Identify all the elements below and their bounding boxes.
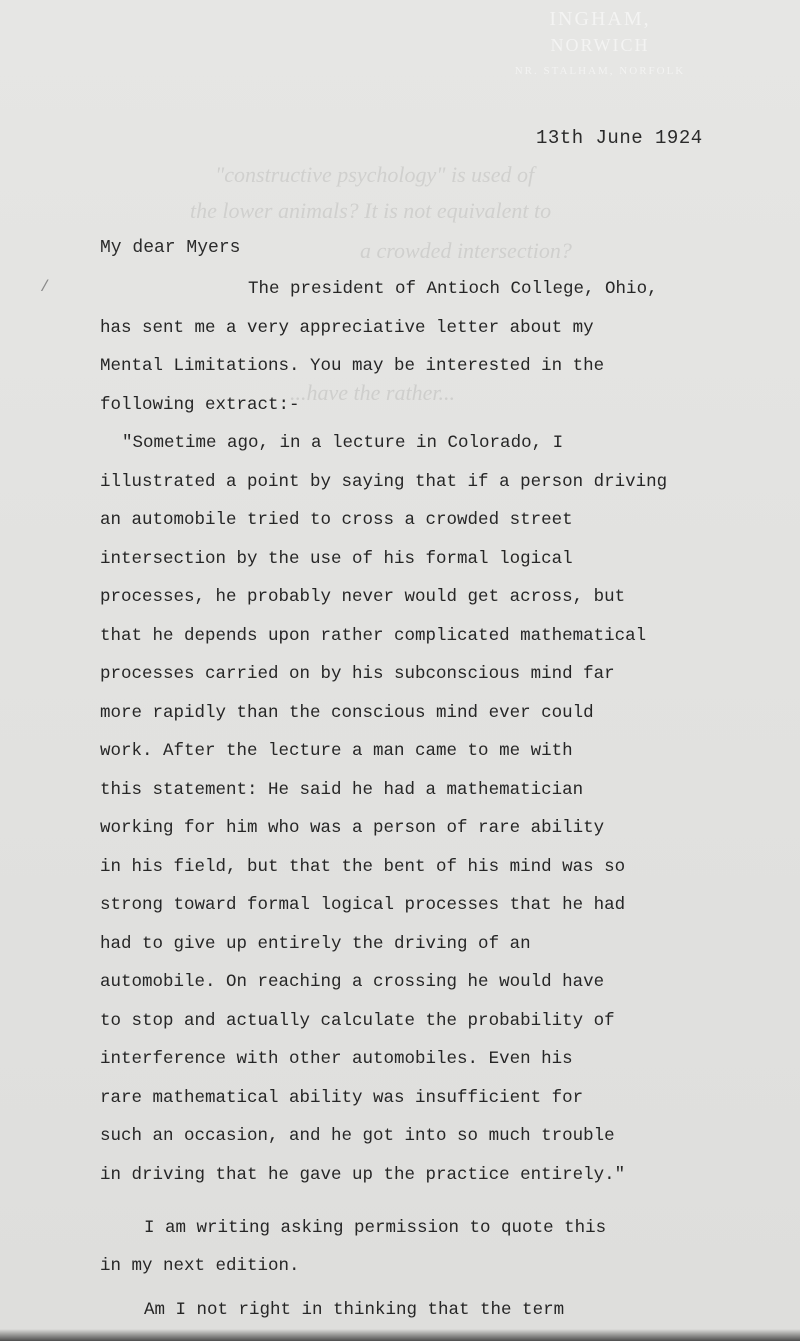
body-line: had to give up entirely the driving of an [100, 934, 531, 954]
body-line: in driving that he gave up the practice entirely." [100, 1165, 626, 1185]
body-line: working for him who was a person of rare ability [100, 818, 605, 838]
letter-date: 13th June 1924 [536, 127, 703, 149]
body-line: work. After the lecture a man came to me with [100, 741, 573, 761]
body-line: following extract:- [100, 395, 300, 415]
body-line: rare mathematical ability was insufficient for [100, 1088, 584, 1108]
body-line: in my next edition. [100, 1256, 300, 1276]
body-line: interference with other automobiles. Even his [100, 1049, 573, 1069]
body-line: has sent me a very appreciative letter about my [100, 318, 594, 338]
body-line: in his field, but that the bent of his mind was so [100, 857, 626, 877]
body-line: "Sometime ago, in a lecture in Colorado, I [122, 433, 564, 453]
margin-pencil-mark: / [40, 278, 50, 296]
body-line: such an occasion, and he got into so much trouble [100, 1126, 615, 1146]
body-line: The president of Antioch College, Ohio, [248, 279, 658, 299]
bleed-through-text: the lower animals? It is not equivalent to [190, 198, 552, 223]
body-line: more rapidly than the conscious mind ever could [100, 703, 594, 723]
letterhead-line-1: INGHAM, [549, 8, 651, 30]
letterhead-line-2: NORWICH [550, 35, 650, 55]
body-line: Am I not right in thinking that the term [144, 1300, 565, 1320]
body-line: an automobile tried to cross a crowded street [100, 510, 573, 530]
body-line: this statement: He said he had a mathematician [100, 780, 584, 800]
body-line: that he depends upon rather complicated mathematical [100, 626, 647, 646]
salutation: My dear Myers [100, 238, 241, 258]
body-line: Mental Limitations. You may be interested in the [100, 356, 605, 376]
body-line: intersection by the use of his formal logical [100, 549, 573, 569]
bleed-through-text: "constructive psychology" is used of [215, 162, 535, 187]
body-line: processes, he probably never would get across, but [100, 587, 626, 607]
body-line: automobile. On reaching a crossing he would have [100, 972, 605, 992]
body-line: illustrated a point by saying that if a person driving [100, 472, 668, 492]
body-line: I am writing asking permission to quote this [144, 1218, 607, 1238]
bleed-through-text: a crowded intersection? [360, 238, 572, 263]
body-line: strong toward formal logical processes that he had [100, 895, 626, 915]
letterhead-embossing [510, 6, 690, 84]
body-line: processes carried on by his subconscious mind far [100, 664, 615, 684]
bleed-through-text: ...have the rather... [290, 380, 455, 405]
letterhead-line-3: NR. STALHAM, NORFOLK [514, 65, 686, 77]
body-line: to stop and actually calculate the probability of [100, 1011, 615, 1031]
